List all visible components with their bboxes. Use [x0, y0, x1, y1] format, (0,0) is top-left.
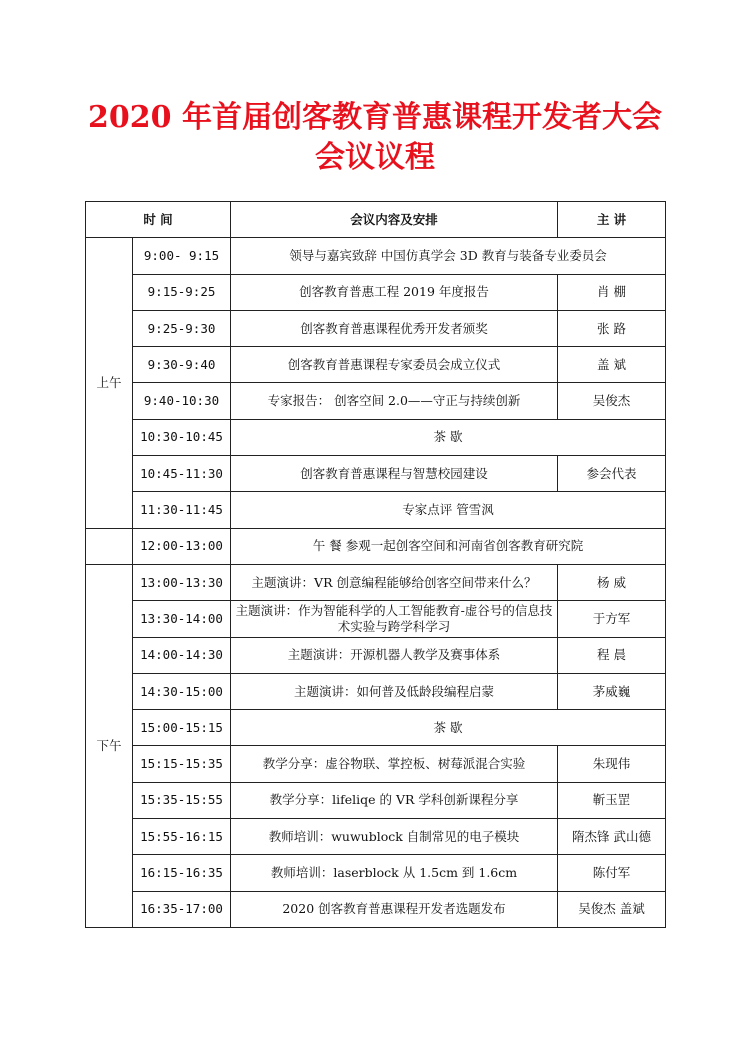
row-content: 创客教育普惠课程优秀开发者颁奖	[231, 310, 558, 346]
row-content: 主题演讲：开源机器人教学及赛事体系	[231, 637, 558, 673]
row-content: 教学分享：虚谷物联、掌控板、树莓派混合实验	[231, 746, 558, 782]
row-speaker: 盖 斌	[558, 347, 666, 383]
row-time: 10:30-10:45	[133, 419, 231, 455]
document-subtitle: 会议议程	[315, 140, 435, 175]
row-speaker: 靳玉罡	[558, 782, 666, 818]
table-row	[86, 238, 666, 274]
row-time: 12:00-13:00	[133, 528, 231, 564]
table-row	[86, 383, 666, 419]
row-speaker: 陈付军	[558, 855, 666, 891]
table-row	[86, 891, 666, 927]
row-content: 茶 歇	[231, 710, 666, 746]
row-speaker: 吴俊杰	[558, 383, 666, 419]
row-content: 专家报告： 创客空间 2.0——守正与持续创新	[231, 383, 558, 419]
table-row	[86, 782, 666, 818]
table-row	[86, 347, 666, 383]
row-time: 9:15-9:25	[133, 274, 231, 310]
row-speaker: 程 晨	[558, 637, 666, 673]
row-content: 教师培训：wuwublock 自制常见的电子模块	[231, 819, 558, 855]
row-content: 教学分享：lifeliqe 的 VR 学科创新课程分享	[231, 782, 558, 818]
row-time: 9:30-9:40	[133, 347, 231, 383]
row-content: 创客教育普惠工程 2019 年度报告	[231, 274, 558, 310]
table-row	[86, 819, 666, 855]
row-speaker: 吴俊杰 盖斌	[558, 891, 666, 927]
row-content: 2020 创客教育普惠课程开发者选题发布	[231, 891, 558, 927]
row-time: 15:15-15:35	[133, 746, 231, 782]
table-row	[86, 855, 666, 891]
table-header-row	[86, 202, 666, 238]
row-time: 16:35-17:00	[133, 891, 231, 927]
table-row	[86, 673, 666, 709]
period-morning: 上午	[86, 238, 133, 528]
row-time: 13:00-13:30	[133, 564, 231, 600]
row-speaker: 隋杰锋 武山德	[558, 819, 666, 855]
document-title: 2020 年首届创客教育普惠课程开发者大会	[88, 100, 662, 135]
row-time: 9:00- 9:15	[133, 238, 231, 274]
row-speaker: 参会代表	[558, 456, 666, 492]
table-row	[86, 564, 666, 600]
header-content: 会议内容及安排	[231, 202, 558, 238]
row-content: 主题演讲：作为智能科学的人工智能教育-虚谷号的信息技术实验与跨学科学习	[231, 601, 558, 637]
row-speaker: 朱现伟	[558, 746, 666, 782]
row-time: 11:30-11:45	[133, 492, 231, 528]
row-time: 16:15-16:35	[133, 855, 231, 891]
table-row	[86, 419, 666, 455]
row-content: 午 餐 参观一起创客空间和河南省创客教育研究院	[231, 528, 666, 564]
row-speaker: 杨 威	[558, 564, 666, 600]
row-time: 14:00-14:30	[133, 637, 231, 673]
row-time: 14:30-15:00	[133, 673, 231, 709]
table-row	[86, 710, 666, 746]
row-time: 9:25-9:30	[133, 310, 231, 346]
row-content: 教师培训：laserblock 从 1.5cm 到 1.6cm	[231, 855, 558, 891]
row-time: 15:35-15:55	[133, 782, 231, 818]
table-row	[86, 492, 666, 528]
row-content: 创客教育普惠课程专家委员会成立仪式	[231, 347, 558, 383]
table-row	[86, 456, 666, 492]
row-speaker: 张 路	[558, 310, 666, 346]
table-row	[86, 528, 666, 564]
row-time: 15:00-15:15	[133, 710, 231, 746]
header-speaker: 主 讲	[558, 202, 666, 238]
row-time: 15:55-16:15	[133, 819, 231, 855]
row-time: 9:40-10:30	[133, 383, 231, 419]
row-speaker: 肖 棚	[558, 274, 666, 310]
row-content: 领导与嘉宾致辞 中国仿真学会 3D 教育与装备专业委员会	[231, 238, 666, 274]
table-row	[86, 601, 666, 637]
table-row	[86, 310, 666, 346]
row-speaker: 茅威巍	[558, 673, 666, 709]
row-content: 专家点评 管雪沨	[231, 492, 666, 528]
row-content: 茶 歇	[231, 419, 666, 455]
period-noon	[86, 528, 133, 564]
table-row	[86, 746, 666, 782]
row-time: 10:45-11:30	[133, 456, 231, 492]
row-speaker: 于方军	[558, 601, 666, 637]
table-row	[86, 274, 666, 310]
row-content: 主题演讲：VR 创意编程能够给创客空间带来什么？	[231, 564, 558, 600]
agenda-table	[85, 201, 666, 928]
row-content: 主题演讲：如何普及低龄段编程启蒙	[231, 673, 558, 709]
table-row	[86, 637, 666, 673]
row-time: 13:30-14:00	[133, 601, 231, 637]
period-afternoon: 下午	[86, 564, 133, 927]
row-content: 创客教育普惠课程与智慧校园建设	[231, 456, 558, 492]
header-time: 时 间	[86, 202, 231, 238]
